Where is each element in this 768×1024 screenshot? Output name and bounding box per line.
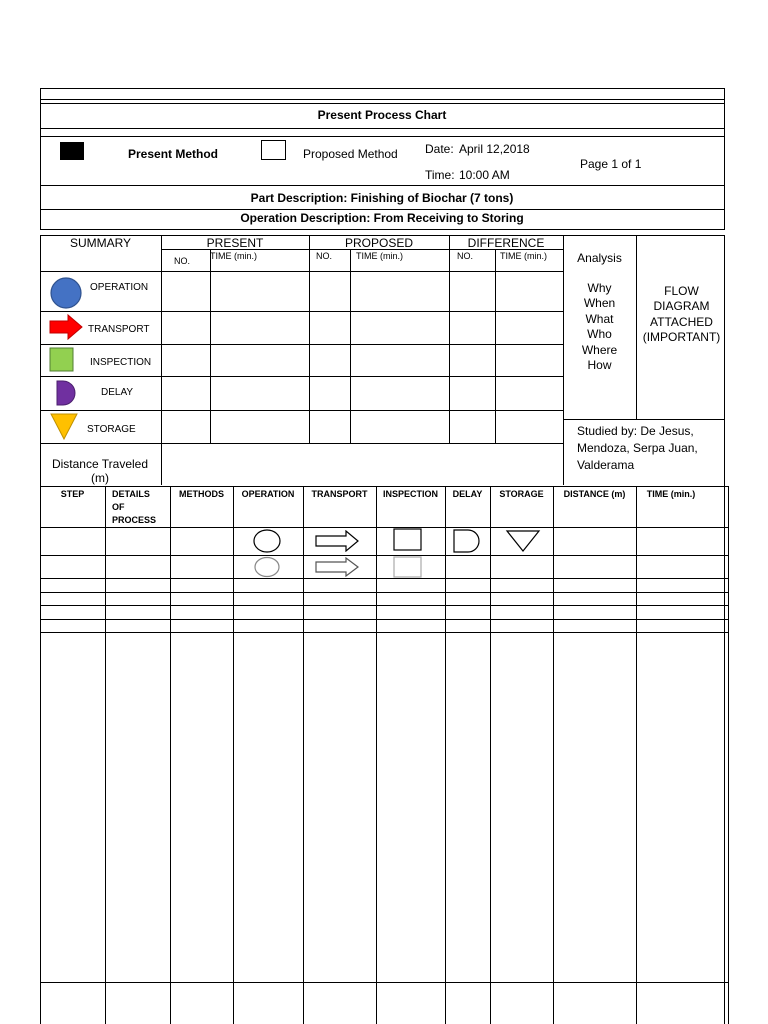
storage-triangle-icon xyxy=(49,412,79,442)
row1-delay-d-icon[interactable] xyxy=(452,529,482,553)
proposed-method-checkbox[interactable] xyxy=(261,140,286,160)
delay-label: DELAY xyxy=(101,387,134,398)
row1-transport-arrow-icon[interactable] xyxy=(314,530,360,552)
present-method-label: Present Method xyxy=(128,147,219,161)
analysis-who: Who xyxy=(587,327,612,341)
distance-traveled-label: Distance Traveled (m) xyxy=(51,457,149,485)
row2-operation-circle-icon[interactable] xyxy=(253,556,283,578)
header-transport: TRANSPORT xyxy=(311,489,368,499)
row2-inspection-square-icon[interactable] xyxy=(393,556,423,578)
row1-inspection-square-icon[interactable] xyxy=(393,528,423,552)
date-value: April 12,2018 xyxy=(459,142,530,156)
operation-circle-icon xyxy=(49,276,83,310)
row1-operation-circle-icon[interactable] xyxy=(252,528,282,554)
analysis-how: How xyxy=(587,358,612,372)
transport-label: TRANSPORT xyxy=(88,324,150,335)
present-method-checkbox[interactable] xyxy=(60,142,84,160)
present-header: PRESENT xyxy=(206,236,264,250)
header-details-line-2: OF xyxy=(112,502,125,512)
operation-label: OPERATION xyxy=(90,282,149,293)
row1-storage-triangle-icon[interactable] xyxy=(505,529,541,553)
flow-note-line-4: (IMPORTANT) xyxy=(642,330,721,344)
header-time: TIME (min.) xyxy=(646,489,696,499)
difference-header: DIFFERENCE xyxy=(467,236,545,250)
row2-transport-arrow-icon[interactable] xyxy=(314,557,360,577)
proposed-time-label: TIME (min.) xyxy=(356,251,403,261)
proposed-header: PROPOSED xyxy=(344,236,413,250)
analysis-why: Why xyxy=(587,281,612,295)
chart-title: Present Process Chart xyxy=(317,108,447,122)
header-storage: STORAGE xyxy=(499,489,544,499)
header-step: STEP xyxy=(60,489,85,499)
header-distance: DISTANCE (m) xyxy=(563,489,626,499)
header-inspection: INSPECTION xyxy=(382,489,438,499)
summary-header: SUMMARY xyxy=(69,236,132,250)
difference-time-label: TIME (min.) xyxy=(500,251,547,261)
analysis-what: What xyxy=(585,312,614,326)
proposed-no-label: NO. xyxy=(316,251,333,261)
header-details-line-3: PROCESS xyxy=(112,515,157,525)
flow-note-line-3: ATTACHED xyxy=(650,315,713,329)
time-label: Time: xyxy=(425,168,455,182)
inspection-square-icon xyxy=(49,347,75,373)
studied-by-line-3: Valderama xyxy=(577,458,635,472)
inspection-label: INSPECTION xyxy=(90,357,152,368)
header-delay: DELAY xyxy=(452,489,483,499)
time-value: 10:00 AM xyxy=(459,168,510,182)
date-label: Date: xyxy=(425,142,454,156)
page-label: Page 1 of 1 xyxy=(580,157,642,171)
present-no-label: NO. xyxy=(174,256,191,266)
storage-label: STORAGE xyxy=(87,424,136,435)
delay-d-icon xyxy=(55,379,77,407)
operation-description: Operation Description: From Receiving to Storing xyxy=(240,211,524,225)
proposed-method-label: Proposed Method xyxy=(303,147,398,161)
analysis-where: Where xyxy=(581,343,618,357)
header-operation: OPERATION xyxy=(241,489,295,499)
header-details-line-1: DETAILS xyxy=(112,489,150,499)
present-time-label: TIME (min.) xyxy=(210,251,257,261)
studied-by-line-1: Studied by: De Jesus, xyxy=(577,424,694,438)
analysis-title: Analysis xyxy=(577,251,622,265)
difference-no-label: NO. xyxy=(457,251,474,261)
flow-note-line-2: DIAGRAM xyxy=(653,299,710,313)
analysis-when: When xyxy=(583,296,616,310)
studied-by-line-2: Mendoza, Serpa Juan, xyxy=(577,441,698,455)
header-methods: METHODS xyxy=(179,489,224,499)
flow-note-line-1: FLOW xyxy=(664,284,699,298)
transport-arrow-icon xyxy=(48,313,84,341)
part-description: Part Description: Finishing of Biochar (7 tons) xyxy=(250,191,514,205)
